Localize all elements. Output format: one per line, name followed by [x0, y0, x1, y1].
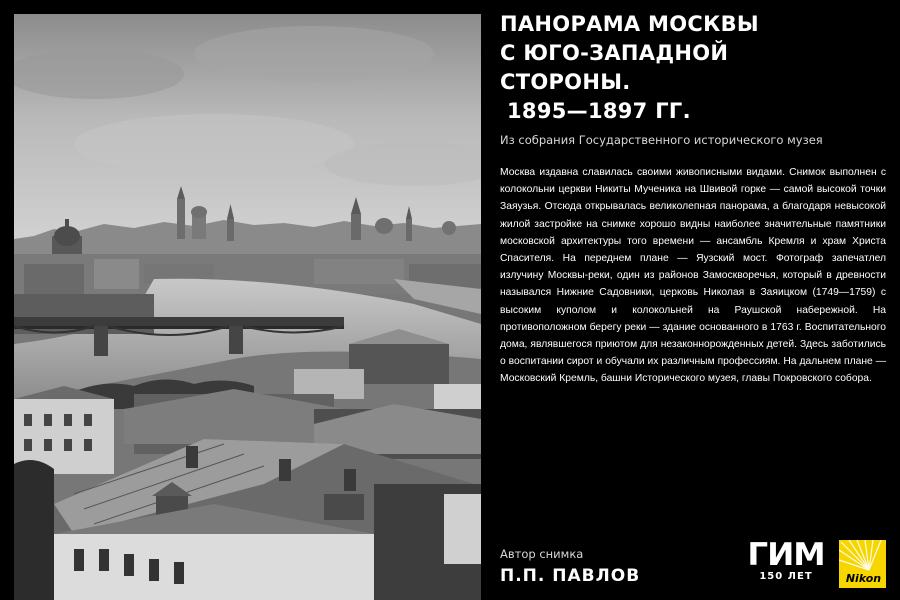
gim-logo [746, 537, 826, 590]
gim-logo-mark: ГИМ [747, 537, 825, 573]
title-line-3: СТОРОНЫ. [500, 70, 631, 94]
nikon-logo-word: Nikon [845, 572, 882, 585]
author-name: П.П. ПАВЛОВ [500, 566, 641, 586]
nikon-logo [839, 540, 886, 588]
source-caption: Из собрания Государственного исторического музея [500, 133, 823, 147]
panorama-illustration [14, 14, 481, 600]
author-label: Автор снимка [500, 547, 584, 561]
title-years: 1895—1897 ГГ. [507, 99, 691, 123]
gim-logo-years: 150 ЛЕТ [759, 571, 813, 582]
title-line-2: С ЮГО-ЗАПАДНОЙ [500, 41, 729, 65]
description-text: Москва издавна славилась своими живописными видами. Снимок выполнен с колокольни церкви Никиты Мученика на Швивой горке — самой высокой точки Заяузья. Отсюда открывалась великолепная панорама, а благодаря невысокой жилой застройке на снимке хорошо видны наиболее значительные памятники московской архитектуры того времени — ансамбль Кремля и храм Христа Спасителя. На переднем плане — Яузский мост. Фотограф запечатлел излучину Москвы-реки, один из районов Замоскворечья, который в древности назывался Нижние Садовники, церковь Николая в Заяицком (1749—1759) с высоким куполом и колокольней на Раушской набережной. На противоположном берегу реки — здание основанного в 1763 г. Воспитательного дома, являвшегося приютом для незаконнорожденных детей. Здесь заботились о воспитании сирот и обучали их различным профессиям. На дальнем плане — Московский Кремль, башни Исторического музея, главы Покровского собора. [500, 167, 886, 385]
page-title [500, 10, 890, 126]
panorama-photo [14, 14, 481, 600]
title-line-1: ПАНОРАМА МОСКВЫ [500, 12, 759, 36]
